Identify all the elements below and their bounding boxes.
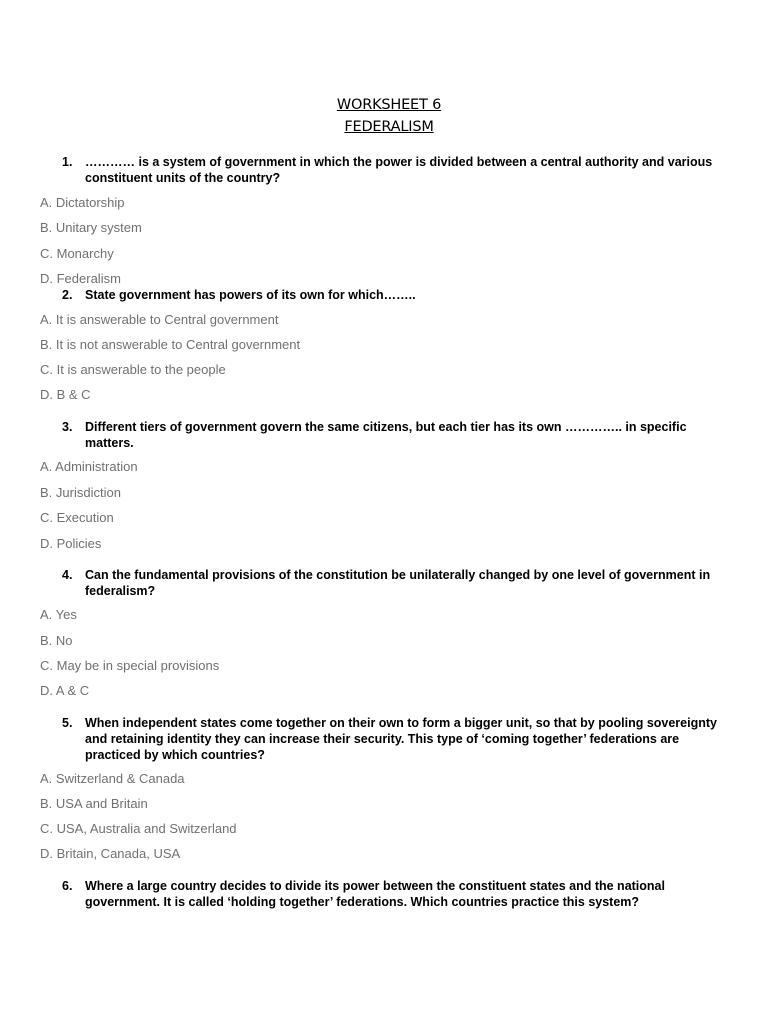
question-4-option-c: C. May be in special provisions	[40, 658, 220, 673]
question-4-option-b: B. No	[40, 633, 73, 648]
question-1-option-c: C. Monarchy	[40, 246, 114, 261]
question-3-option-c: C. Execution	[40, 510, 114, 525]
question-5-number: 5.	[62, 716, 73, 730]
question-2-option-d: D. B & C	[40, 387, 91, 402]
question-1-option-a: A. Dictatorship	[40, 195, 125, 210]
question-2-number: 2.	[62, 288, 73, 302]
question-1-option-b: B. Unitary system	[40, 220, 142, 235]
question-6-number: 6.	[62, 879, 73, 893]
question-4-text: Can the fundamental provisions of the constitution be unilaterally changed by one level of government in federalism?	[85, 568, 711, 598]
worksheet-subtitle: FEDERALISM	[344, 119, 434, 135]
question-2-option-b: B. It is not answerable to Central government	[40, 337, 301, 352]
question-5-option-c: C. USA, Australia and Switzerland	[40, 821, 237, 836]
question-5-option-a: A. Switzerland & Canada	[40, 771, 185, 786]
question-1-text: ………… is a system of government in which the power is divided between a central authority and various constituent units of the country?	[85, 155, 713, 185]
question-3-option-b: B. Jurisdiction	[40, 485, 121, 500]
worksheet-title: WORKSHEET 6	[336, 97, 442, 113]
question-4-option-a: A. Yes	[40, 607, 77, 622]
question-3-number: 3.	[62, 420, 73, 434]
question-1-number: 1.	[62, 155, 73, 169]
question-3-text: Different tiers of government govern the same citizens, but each tier has its own ………….. in specific matters.	[85, 420, 687, 450]
question-4-option-d: D. A & C	[40, 683, 90, 698]
question-5-option-d: D. Britain, Canada, USA	[40, 846, 181, 861]
question-3-option-d: D. Policies	[40, 536, 102, 551]
question-5-text: When independent states come together on their own to form a bigger unit, so that by pooling sovereignty and retaining identity they can increase their security. This type of ‘coming together’ federations are practiced by which countries?	[85, 716, 717, 762]
question-2-option-a: A. It is answerable to Central government	[40, 312, 279, 327]
question-4-number: 4.	[62, 568, 73, 582]
question-2-option-c: C. It is answerable to the people	[40, 362, 226, 377]
question-2-text: State government has powers of its own for which……..	[85, 288, 416, 302]
question-3-option-a: A. Administration	[40, 459, 138, 474]
question-5-option-b: B. USA and Britain	[40, 796, 148, 811]
question-6-text: Where a large country decides to divide its power between the constituent states and the national government. It is called ‘holding together’ federations. Which countries practice this system?	[85, 879, 665, 909]
question-1-option-d: D. Federalism	[40, 271, 121, 286]
